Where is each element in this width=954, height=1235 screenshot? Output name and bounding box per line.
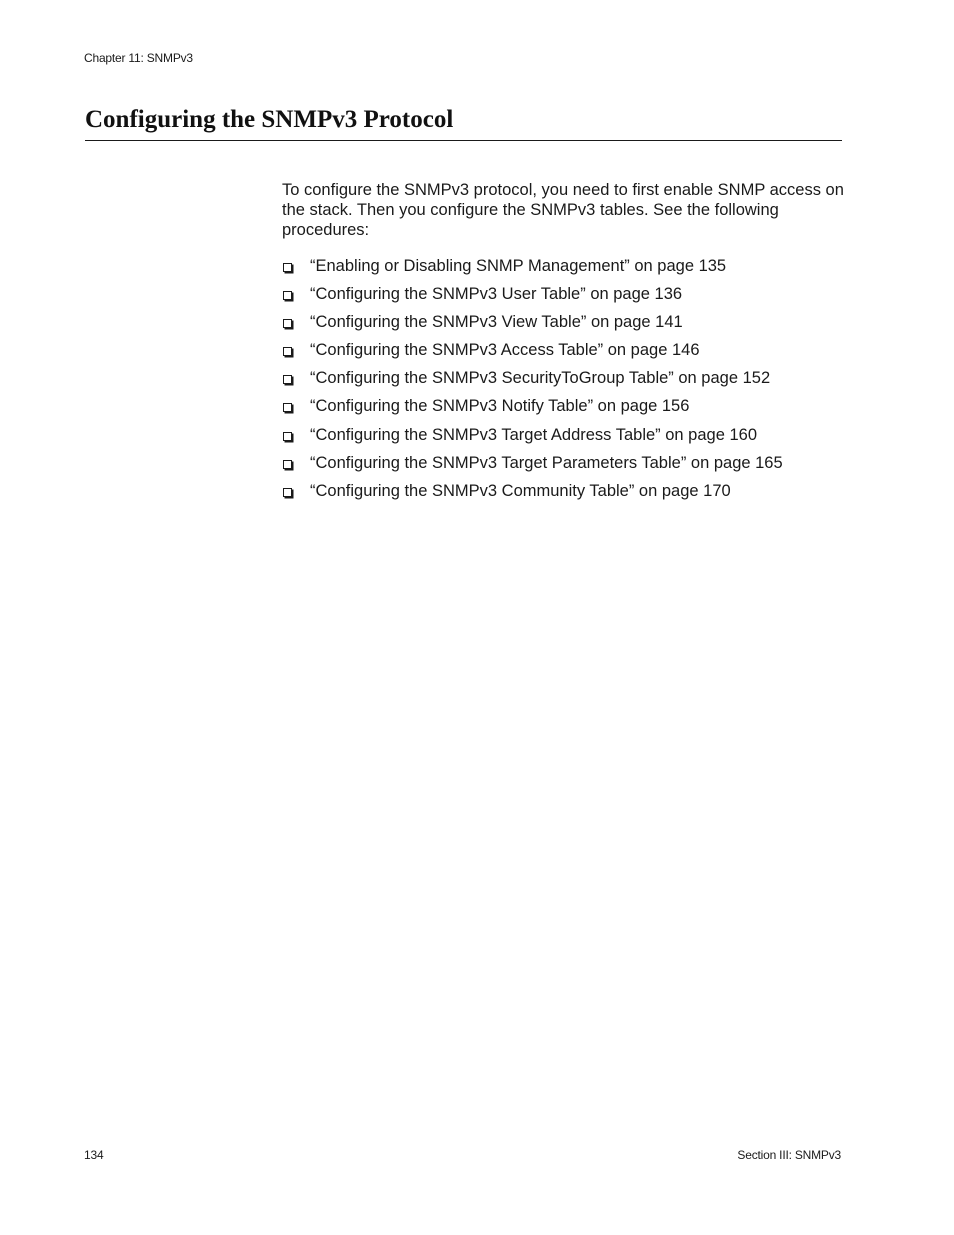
procedure-item[interactable] <box>282 425 842 453</box>
checkbox-icon <box>283 432 292 441</box>
checkbox-icon <box>283 347 292 356</box>
page-title: Configuring the SNMPv3 Protocol <box>85 106 454 133</box>
procedure-item[interactable] <box>282 481 842 509</box>
procedure-item[interactable] <box>282 312 842 340</box>
procedure-link-text[interactable]: “Configuring the SNMPv3 User Table” on page 136 <box>310 285 683 304</box>
checkbox-icon <box>283 403 292 412</box>
procedure-link-text[interactable]: “Configuring the SNMPv3 Target Address Table” on page 160 <box>310 425 757 444</box>
checkbox-icon <box>283 263 292 272</box>
checkbox-icon <box>283 319 292 328</box>
procedure-item[interactable] <box>282 396 842 424</box>
procedure-item[interactable] <box>282 368 842 396</box>
title-divider <box>85 140 842 141</box>
page-number: 134 <box>84 1148 104 1162</box>
procedure-link-text[interactable]: “Configuring the SNMPv3 View Table” on page 141 <box>310 313 683 332</box>
procedure-link-text[interactable]: “Enabling or Disabling SNMP Management” on page 135 <box>310 257 727 275</box>
checkbox-icon <box>283 460 292 469</box>
procedure-link-text[interactable]: “Configuring the SNMPv3 Community Table” on page 170 <box>310 481 731 500</box>
procedure-item[interactable] <box>282 256 842 284</box>
section-footer: Section III: SNMPv3 <box>737 1148 841 1162</box>
checkbox-icon <box>283 291 292 300</box>
procedure-link-text[interactable]: “Configuring the SNMPv3 Target Parameters Table” on page 165 <box>310 453 783 472</box>
intro-paragraph: To configure the SNMPv3 protocol, you need to first enable SNMP access on the stack. Then you configure the SNMPv3 tables. See the following procedures: <box>282 181 844 239</box>
running-header: Chapter 11: SNMPv3 <box>84 51 193 65</box>
procedure-link-text[interactable]: “Configuring the SNMPv3 Notify Table” on page 156 <box>310 397 690 416</box>
checkbox-icon <box>283 375 292 384</box>
procedure-item[interactable] <box>282 340 842 368</box>
procedure-item[interactable] <box>282 284 842 312</box>
procedure-link-text[interactable]: “Configuring the SNMPv3 SecurityToGroup Table” on page 152 <box>310 369 771 388</box>
procedure-link-text[interactable]: “Configuring the SNMPv3 Access Table” on page 146 <box>310 341 700 360</box>
procedure-list <box>282 256 842 509</box>
checkbox-icon <box>283 488 292 497</box>
procedure-item[interactable] <box>282 453 842 481</box>
